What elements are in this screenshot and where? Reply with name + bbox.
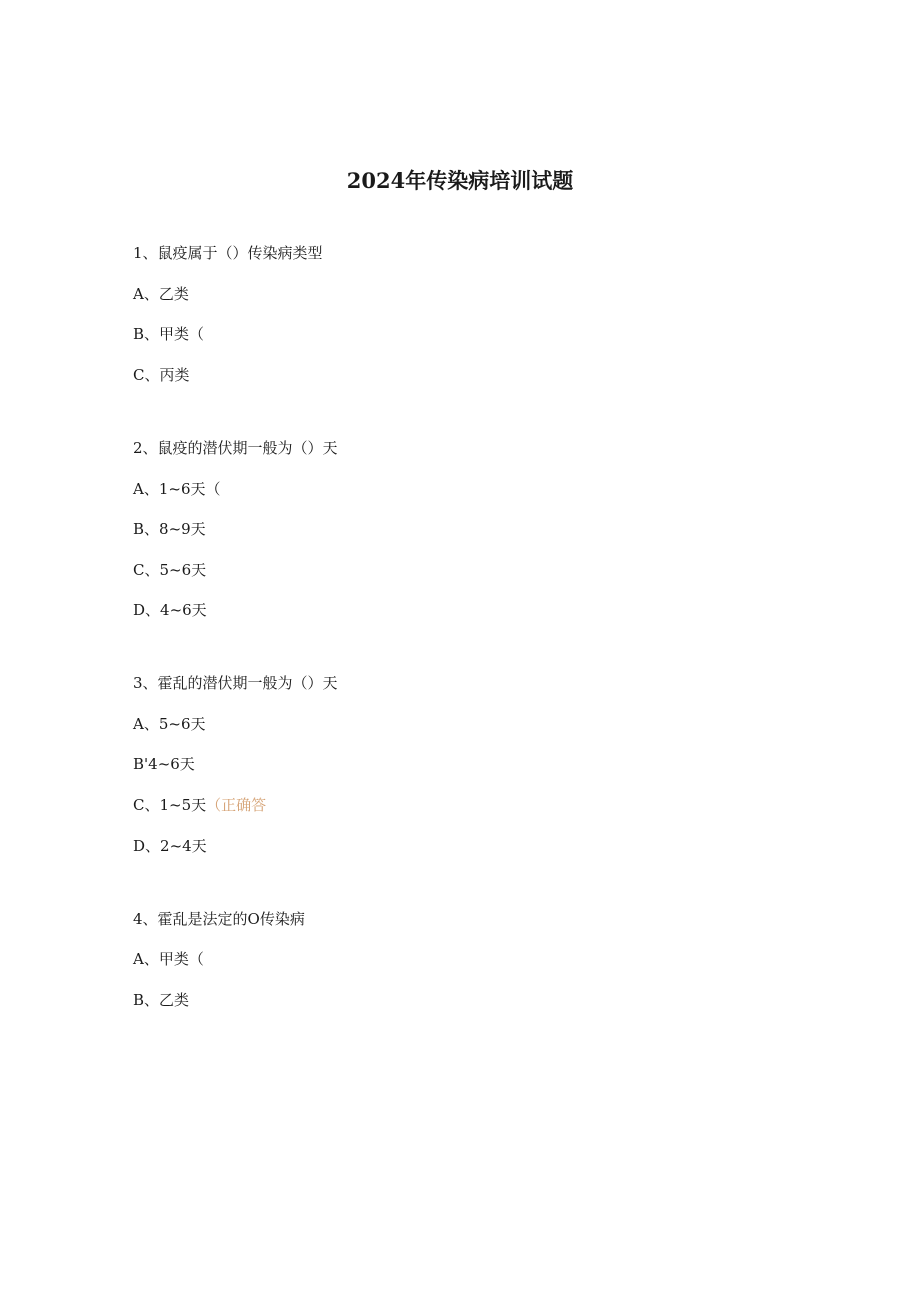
question-2-stem: 2、鼠疫的潜伏期一般为（）天 <box>133 439 338 457</box>
page-title: 2024年传染病培训试题 <box>346 168 574 193</box>
question-1-option-a: A、乙类 <box>133 285 189 303</box>
question-2-option-c: C、5~6天 <box>133 561 207 579</box>
question-4-option-a: A、甲类（ <box>133 950 204 968</box>
question-3-option-c: C、1~5天 <box>133 796 207 814</box>
question-1-stem: 1、鼠疫属于（）传染病类型 <box>133 244 323 262</box>
question-2-option-b: B、8~9天 <box>133 520 206 538</box>
question-3-option-b: B'4~6天 <box>133 755 195 773</box>
question-1-option-b: B、甲类（ <box>133 325 205 343</box>
question-3-option-a: A、5~6天 <box>133 715 206 733</box>
question-4-stem: 4、霍乱是法定的O传染病 <box>133 910 305 928</box>
answer-note: （正确答 <box>206 796 267 814</box>
question-3-stem: 3、霍乱的潜伏期一般为（）天 <box>133 674 338 692</box>
question-4-option-b: B、乙类 <box>133 991 190 1009</box>
question-1-option-c: C、丙类 <box>133 366 190 384</box>
question-2-option-a: A、1~6天（ <box>133 480 221 498</box>
question-3-option-c-line <box>133 795 266 815</box>
question-2-option-d: D、4~6天 <box>133 601 207 619</box>
question-3-option-d: D、2~4天 <box>133 837 207 855</box>
